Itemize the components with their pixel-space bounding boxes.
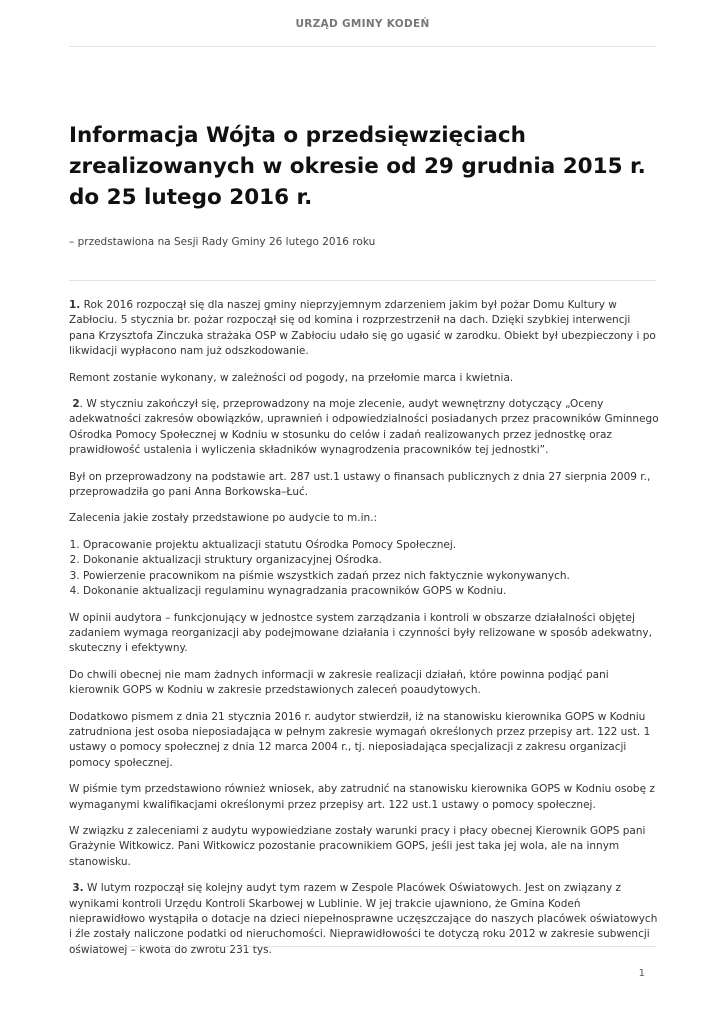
paragraph-1 xyxy=(69,298,659,360)
footer-divider xyxy=(69,946,656,947)
paragraph-5: Zalecenia jakie zostały przedstawione po audycie to m.in.: xyxy=(69,512,378,525)
list-item: 2. Dokonanie aktualizacji struktury organizacyjnej Ośrodka. xyxy=(83,553,659,568)
section-number-3: 3. xyxy=(72,882,84,895)
paragraph-11-text: W lutym rozpoczął się kolejny audyt tym razem w Zespole Placówek Oświatowych. Jest on związany z wynikami kontroli Urzędu Kontroli Skarbowej w Lublinie. W jej trakcie ujawniono, że Gmina Kodeń nieprawidłowo wystąpiła o dotacje na dzieci niepełnosprawne uczęszczające do naszych placówek oświatowych i źle zostały naliczone podatki od nieruchomości. Nieprawidłowości te dotyczą roku 2012 w zakresie subwencji oświatowej – kwota do zwrotu 231 tys. xyxy=(69,882,658,956)
paragraph-3-text: . W styczniu zakończył się, przeprowadzony na moje zlecenie, audyt wewnętrzny dotyczący „Oceny adekwatności zakresów obowiązków, uprawnień i odpowiedzialności posiadanych przez pracowników Gminnego Ośrodka Pomocy Społecznej w Kodniu w stosunku do celów i zadań realizowanych przez jednostkę oraz prawidłowość ustalenia i wyliczenia składników wynagrodzenia pracowników tej jednostki”. xyxy=(69,398,659,457)
document-body xyxy=(69,298,659,969)
header-divider xyxy=(69,46,656,47)
paragraph-9: W piśmie tym przedstawiono również wniosek, aby zatrudnić na stanowisku kierownika GOPS w Kodniu osobę z wymaganymi kwalifikacjami określonymi przez przepisy art. 122 ust.1 ustawy o pomocy społecznej. xyxy=(69,783,655,811)
list-item: 3. Powierzenie pracownikom na piśmie wszystkich zadań przez nich faktycznie wykonywanych. xyxy=(83,569,659,584)
section-number-1: 1. xyxy=(69,299,81,311)
paragraph-7: Do chwili obecnej nie mam żadnych informacji w zakresie realizacji działań, które powinna podjąć pani kierownik GOPS w Kodniu w zakresie przedstawionych zaleceń poaudytowych. xyxy=(69,668,609,697)
paragraph-10: W związku z zaleceniami z audytu wypowiedziane zostały warunki pracy i płacy obecnej Kierownik GOPS pani Grażynie Witkowicz. Pani Witkowicz pozostanie pracownikiem GOPS, jeśli jest taka jej wola, ale na innym stanowisku. xyxy=(69,824,646,868)
paragraph-6: W opinii audytora – funkcjonujący w jednostce system zarządzania i kontroli w obszarze działalności objętej zadaniem wymaga reorganizacji aby podejmowane działania i czynności były relizowane w sposób adekwatny, skuteczny i efektywny. xyxy=(69,611,652,655)
document-title: Informacja Wójta o przedsięwzięciach zrealizowanych w okresie od 29 grudnia 2015 r. do 25 lutego 2016 r. xyxy=(69,123,646,210)
paragraph-4: Był on przeprowadzony na podstawie art. 287 ust.1 ustawy o finansach publicznych z dnia 27 sierpnia 2009 r., przeprowadziła go pani Anna Borkowska–Łuć. xyxy=(69,470,651,499)
recommendations-list xyxy=(69,538,659,600)
paragraph-2: Remont zostanie wykonany, w zależności od pogody, na przełomie marca i kwietnia. xyxy=(69,371,514,384)
document-subtitle: – przedstawiona na Sesji Rady Gminy 26 lutego 2016 roku xyxy=(69,236,376,248)
paragraph-8: Dodatkowo pismem z dnia 21 stycznia 2016 r. audytor stwierdził, iż na stanowisku kierownika GOPS w Kodniu zatrudniona jest osoba nieposiadająca w pełnym zakresie wymagań określonych przez przepisy art. 122 ust. 1 ustawy o pomocy społecznej z dnia 12 marca 2004 r., tj. nieposiadająca specjalizacji z zakresu organizacji pomocy społecznej. xyxy=(69,710,651,769)
page-number: 1 xyxy=(638,968,645,979)
list-item: 1. Opracowanie projektu aktualizacji statutu Ośrodka Pomocy Społecznej. xyxy=(83,538,659,553)
list-item: 4. Dokonanie aktualizacji regulaminu wynagradzania pracowników GOPS w Kodniu. xyxy=(83,584,659,599)
paragraph-3 xyxy=(69,397,659,459)
organization-header: URZĄD GMINY KODEŃ xyxy=(295,18,430,30)
title-divider xyxy=(69,280,656,281)
section-number-2: 2 xyxy=(72,398,80,411)
paragraph-1-text: Rok 2016 rozpoczął się dla naszej gminy nieprzyjemnym zdarzeniem jakim był pożar Domu Kultury w Zabłociu. 5 stycznia br. pożar rozpoczął się od komina i rozprzestrzenił na dach. Dzięki szybkiej interwencji pana Krzysztofa Zinczuka strażaka OSP w Zabłociu udało się go ugasić w zarodku. Obiekt był ubezpieczony i po likwidacji wypłacono nam już odszkodowanie. xyxy=(69,299,656,358)
